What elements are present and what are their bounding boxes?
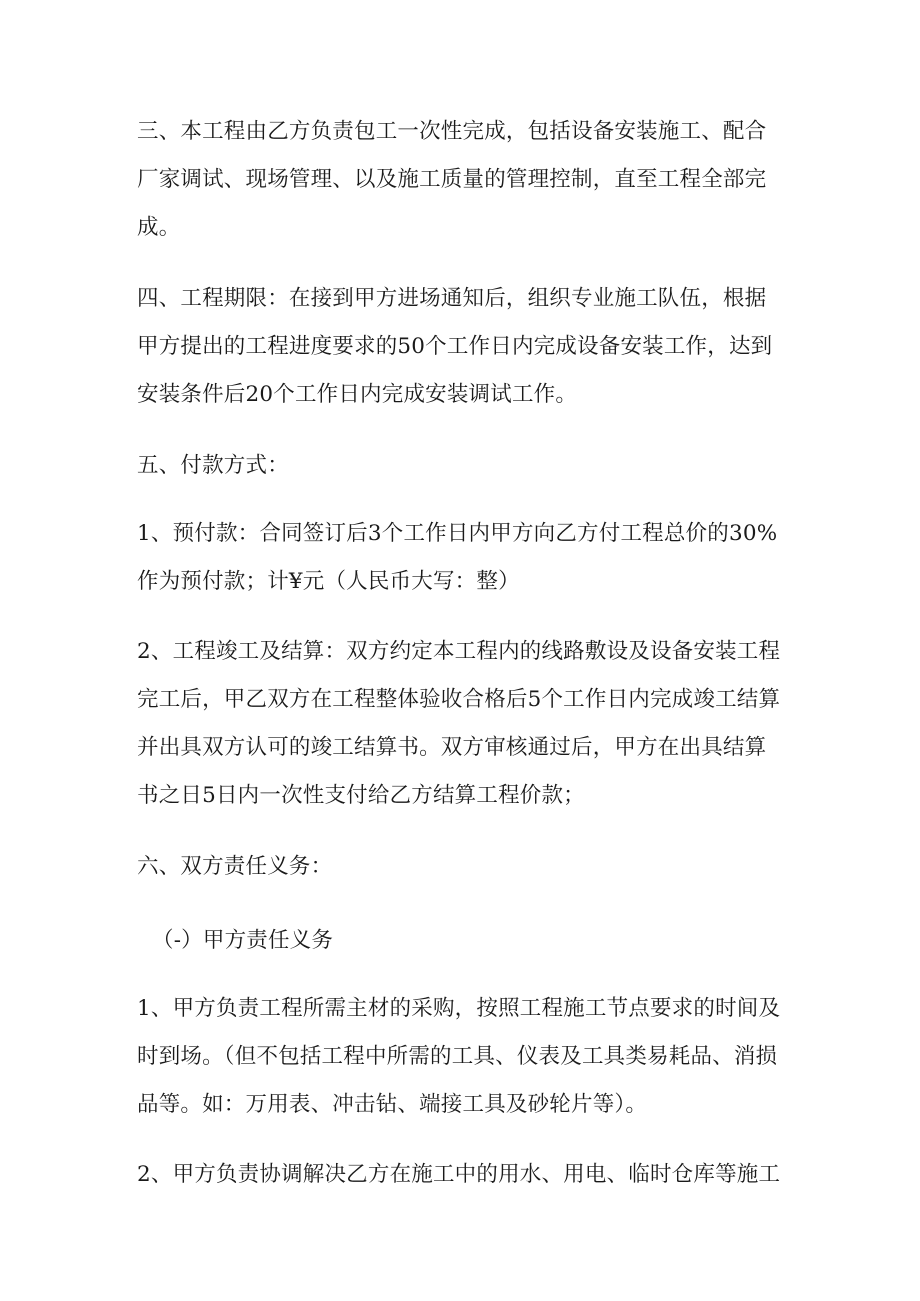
paragraph-party-a-item-2: 2、甲方负责协调解决乙方在施工中的用水、用电、临时仓库等施工 bbox=[137, 1162, 781, 1187]
paragraph-clause-3: 三、本工程由乙方负责包工一次性完成，包括设备安装施工、配合厂家调试、现场管理、以及施工质量的管理控制，直至工程全部完成。 bbox=[137, 119, 767, 240]
paragraph-prepayment: 1、预付款：合同签订后3个工作日内甲方向乙方付工程总价的30%作为预付款；计¥元（人民币大写：整） bbox=[137, 521, 778, 594]
paragraph-clause-6-heading: 六、双方责任义务： bbox=[137, 854, 333, 879]
paragraph-party-a-item-1: 1、甲方负责工程所需主材的采购，按照工程施工节点要求的时间及时到场。（但不包括工程中所需的工具、仪表及工具类易耗品、消损品等。如：万用表、冲击钻、端接工具及砂轮片等）。 bbox=[137, 996, 781, 1117]
paragraph-settlement: 2、工程竣工及结算：双方约定本工程内的线路敷设及设备安装工程完工后，甲乙双方在工程整体验收合格后5个工作日内完成竣工结算并出具双方认可的竣工结算书。双方审核通过后，甲方在出具结算书之日5日内一次性支付给乙方结算工程价款； bbox=[137, 639, 781, 808]
paragraph-party-a-heading: （-）甲方责任义务 bbox=[152, 928, 334, 953]
paragraph-clause-5-heading: 五、付款方式： bbox=[137, 453, 289, 478]
paragraph-clause-4: 四、工程期限：在接到甲方进场通知后，组织专业施工队伍，根据甲方提出的工程进度要求的50个工作日内完成设备安装工作，达到安装条件后20个工作日内完成安装调试工作。 bbox=[137, 286, 773, 407]
